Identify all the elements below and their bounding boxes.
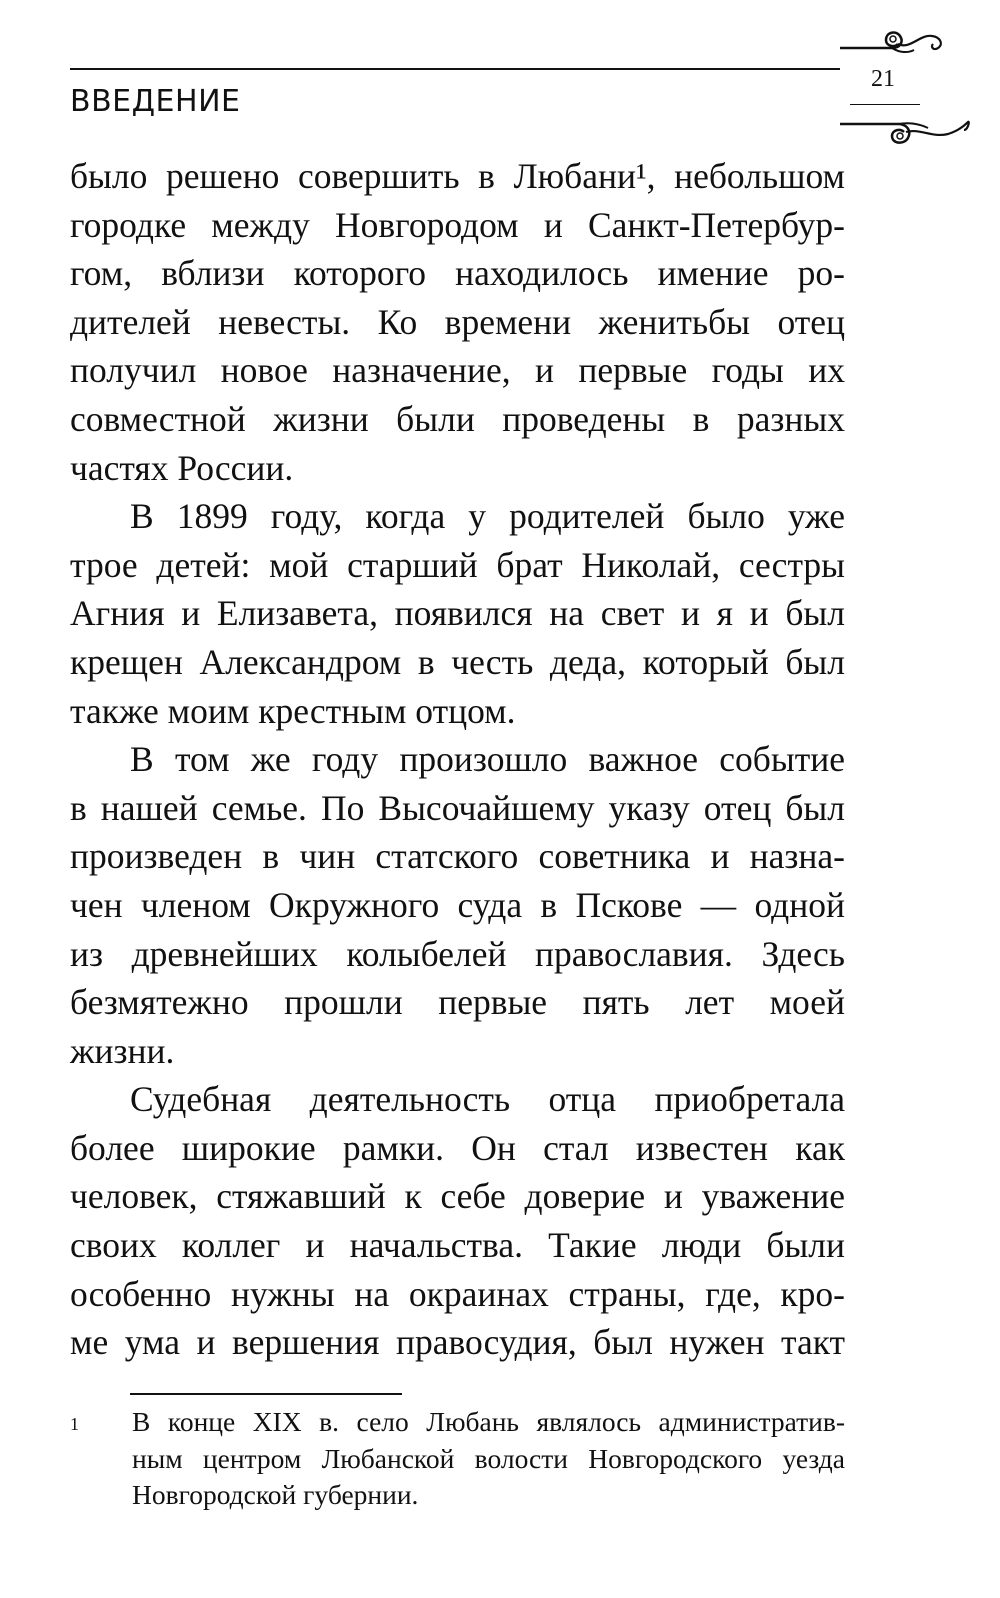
footnote-text (132, 1404, 845, 1514)
text-line: В 1899 году, когда у родителей было уже (130, 496, 845, 537)
section-title: ВВЕДЕНИЕ (70, 84, 241, 119)
text-line: Судебная деятельность отца приобретала (130, 1079, 845, 1120)
page-number: 21 (871, 66, 895, 92)
header-rule (70, 68, 840, 70)
footnote-separator (130, 1393, 402, 1395)
text-line: Агния и Елизавета, появился на свет и я и был (70, 593, 845, 634)
text-line: также моим крестным отцом. (70, 690, 516, 731)
text-line: совместной жизни были проведены в разных (70, 398, 845, 439)
text-line: в нашей семье. По Высочайшему указу отец был (70, 787, 845, 828)
text-line: крещен Александром в честь деда, который был (70, 641, 845, 682)
text-line: произведен в чин статского советника и назна- (70, 836, 845, 877)
text-line: гом, вблизи которого находилось имение ро- (70, 253, 845, 294)
text-line: ме ума и вершения правосудия, был нужен такт (70, 1322, 845, 1363)
text-line: чен членом Окружного суда в Пскове — одной (70, 884, 845, 925)
text-line: дителей невесты. Ко времени женитьбы отец (70, 301, 845, 342)
footnote-mark: 1 (70, 1414, 79, 1434)
text-line: было решено совершить в Любани¹, небольшом (70, 156, 845, 196)
text-line: трое детей: мой старший брат Николай, сестры (70, 544, 845, 585)
paragraph (70, 492, 845, 735)
footnote-line: В конце XIX в. село Любань являлось административ- (132, 1406, 845, 1437)
text-line: человек, стяжавший к себе доверие и уважение (70, 1176, 845, 1217)
footnote-line: Новгородской губернии. (132, 1479, 419, 1511)
text-line: жизни. (70, 1030, 175, 1071)
flourish-ornament-icon (840, 108, 980, 158)
paragraph (70, 1075, 845, 1367)
text-line: получил новое назначение, и первые годы их (70, 350, 845, 391)
text-line: своих коллег и начальства. Такие люди были (70, 1225, 845, 1266)
text-line: более широкие рамки. Он стал известен как (70, 1127, 845, 1168)
text-line: частях России. (70, 447, 294, 488)
text-line: городке между Новгородом и Санкт-Петербур- (70, 204, 845, 245)
text-line: особенно нужны на окраинах страны, где, кро- (70, 1273, 845, 1314)
flourish-ornament-icon (840, 20, 955, 70)
paragraph (70, 152, 845, 492)
text-line: безмятежно прошли первые пять лет моей (70, 982, 845, 1023)
page-number-rule (850, 104, 920, 105)
paragraph (70, 735, 845, 1075)
text-line: из древнейших колыбелей православия. Здесь (70, 933, 845, 974)
footnote-line: ным центром Любанской волости Новгородского уезда (132, 1442, 845, 1474)
text-line: В том же году произошло важное событие (130, 739, 845, 780)
main-text (70, 152, 845, 1367)
footnote (70, 1404, 845, 1514)
